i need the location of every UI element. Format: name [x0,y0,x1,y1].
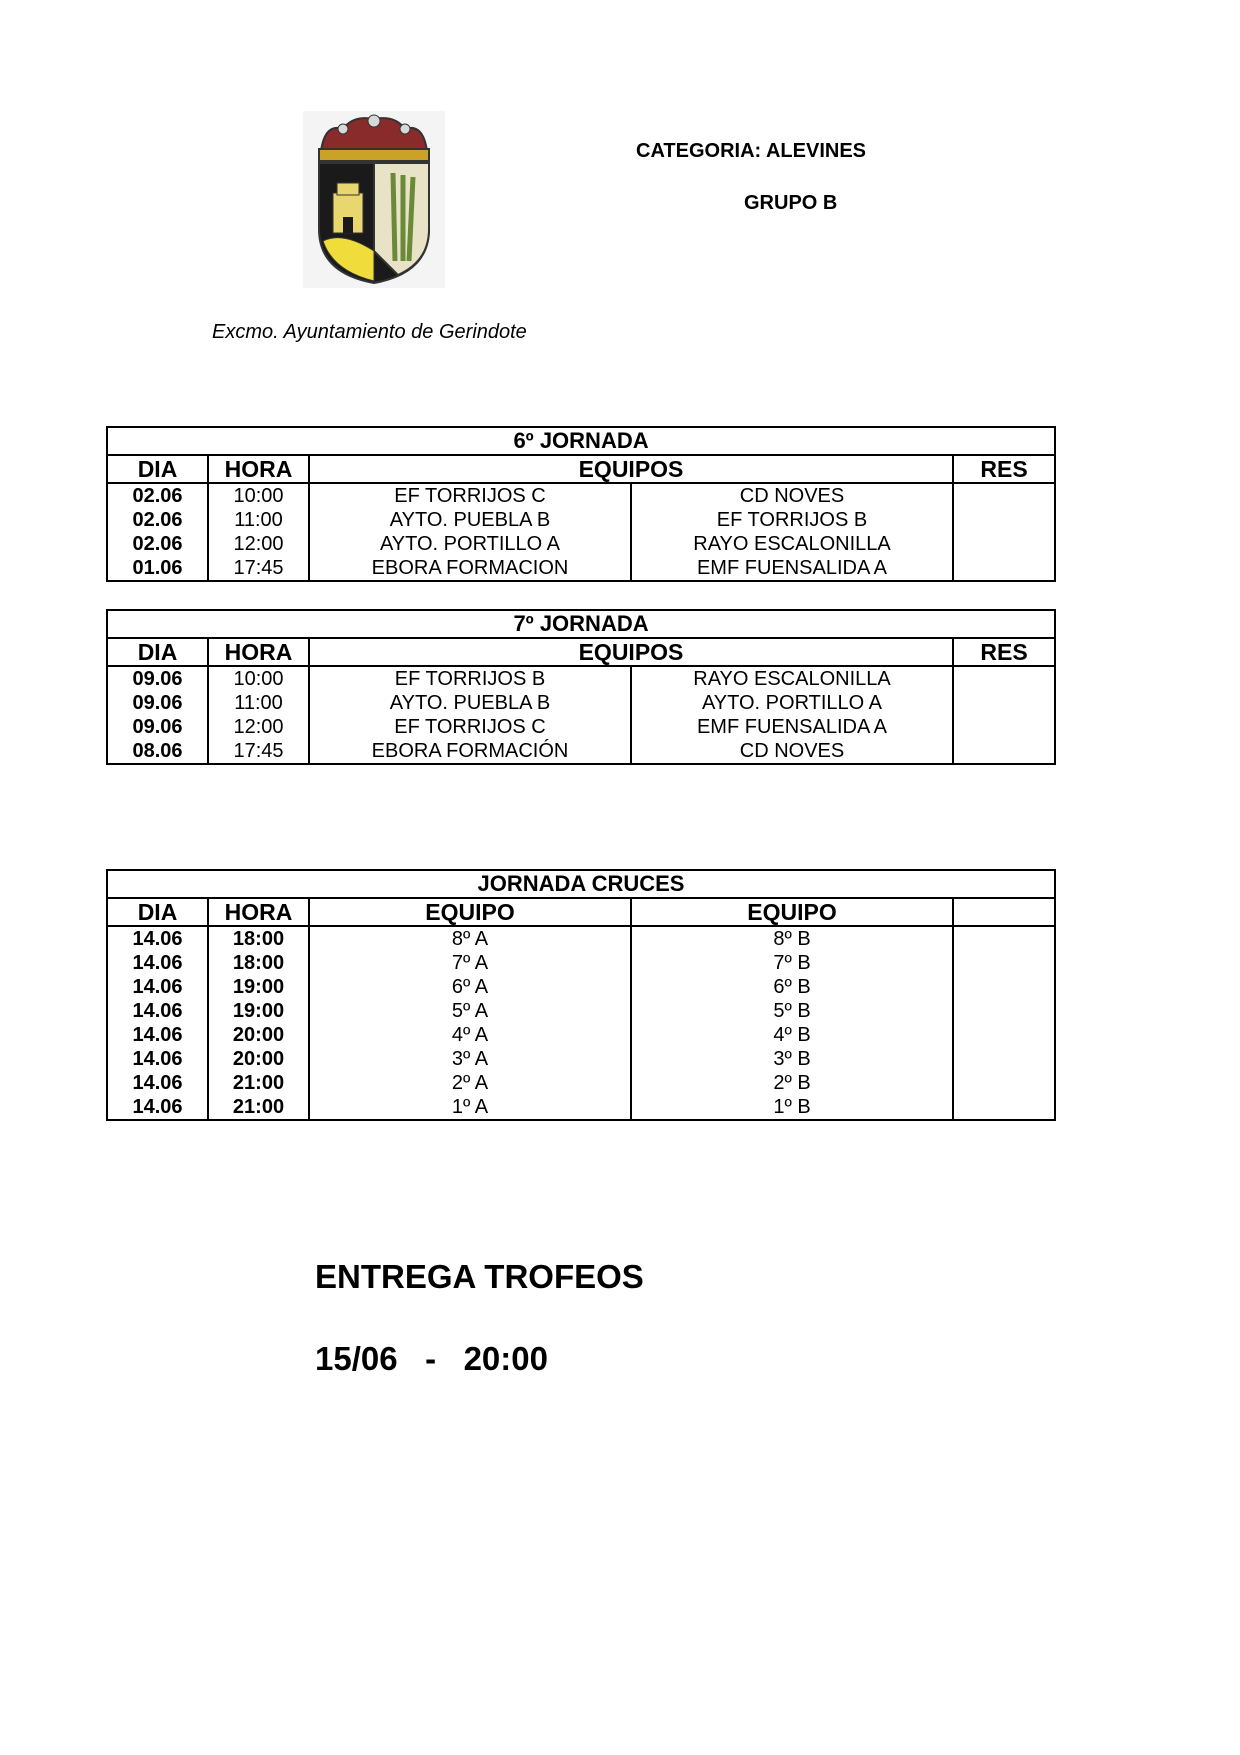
col-hora: HORA [208,898,309,926]
cell-dia: 14.06 [107,1047,208,1071]
jornada-6-table [106,426,1056,582]
cell-res[interactable] [953,999,1055,1023]
cell-visitante: 6º B [631,975,953,999]
cell-visitante: CD NOVES [631,739,953,764]
cell-local: 8º A [309,926,631,951]
cell-res[interactable] [953,975,1055,999]
cell-local: AYTO. PUEBLA B [309,508,631,532]
cell-dia: 14.06 [107,1023,208,1047]
cell-res[interactable] [953,739,1055,764]
col-equipo-1: EQUIPO [309,898,631,926]
jornada-cruces-table [106,869,1056,1121]
cell-hora: 12:00 [208,532,309,556]
cell-res[interactable] [953,556,1055,581]
cell-dia: 14.06 [107,999,208,1023]
table-row [107,926,1055,951]
table-row [107,532,1055,556]
cell-visitante: EF TORRIJOS B [631,508,953,532]
cell-local: EBORA FORMACIÓN [309,739,631,764]
cell-hora: 12:00 [208,715,309,739]
table-row [107,951,1055,975]
jornada-cruces-title: JORNADA CRUCES [107,870,1055,898]
cell-hora: 11:00 [208,691,309,715]
cell-hora: 20:00 [208,1047,309,1071]
cell-res[interactable] [953,691,1055,715]
cell-visitante: AYTO. PORTILLO A [631,691,953,715]
cell-visitante: 8º B [631,926,953,951]
cell-local: EF TORRIJOS C [309,715,631,739]
cell-dia: 14.06 [107,975,208,999]
cell-visitante: EMF FUENSALIDA A [631,556,953,581]
cell-res[interactable] [953,1023,1055,1047]
cell-local: 1º A [309,1095,631,1120]
cell-dia: 14.06 [107,1071,208,1095]
table-row [107,999,1055,1023]
jornada-7-title: 7º JORNADA [107,610,1055,638]
cell-local: 4º A [309,1023,631,1047]
table-row [107,1071,1055,1095]
table-row [107,1047,1055,1071]
cell-res[interactable] [953,926,1055,951]
table-row [107,508,1055,532]
cell-dia: 02.06 [107,532,208,556]
cell-visitante: RAYO ESCALONILLA [631,666,953,691]
cell-hora: 21:00 [208,1095,309,1120]
col-res: RES [953,638,1055,666]
municipality-label: Excmo. Ayuntamiento de Gerindote [212,321,527,343]
col-dia: DIA [107,455,208,483]
cell-dia: 14.06 [107,951,208,975]
jornada-6-title: 6º JORNADA [107,427,1055,455]
cell-dia: 14.06 [107,926,208,951]
cell-local: AYTO. PORTILLO A [309,532,631,556]
trophy-ceremony-title: ENTREGA TROFEOS [315,1258,644,1295]
cell-hora: 19:00 [208,975,309,999]
cell-hora: 18:00 [208,926,309,951]
cell-res[interactable] [953,1095,1055,1120]
cell-visitante: 5º B [631,999,953,1023]
table-row [107,691,1055,715]
cell-visitante: 1º B [631,1095,953,1120]
cell-local: 6º A [309,975,631,999]
col-res [953,898,1055,926]
cell-local: EF TORRIJOS B [309,666,631,691]
cell-dia: 02.06 [107,483,208,508]
cell-dia: 09.06 [107,691,208,715]
table-row [107,975,1055,999]
cell-hora: 17:45 [208,739,309,764]
col-res: RES [953,455,1055,483]
trophy-ceremony-datetime: 15/06 - 20:00 [315,1340,548,1377]
cell-hora: 20:00 [208,1023,309,1047]
cell-res[interactable] [953,483,1055,508]
cell-visitante: 4º B [631,1023,953,1047]
cell-hora: 19:00 [208,999,309,1023]
table-row [107,666,1055,691]
cell-hora: 17:45 [208,556,309,581]
cell-hora: 10:00 [208,666,309,691]
cell-dia: 01.06 [107,556,208,581]
cell-local: 5º A [309,999,631,1023]
cell-local: 7º A [309,951,631,975]
col-equipo-2: EQUIPO [631,898,953,926]
col-hora: HORA [208,455,309,483]
coat-of-arms-icon [303,111,445,288]
cell-hora: 10:00 [208,483,309,508]
cell-dia: 08.06 [107,739,208,764]
cell-dia: 09.06 [107,715,208,739]
cell-visitante: 3º B [631,1047,953,1071]
cell-res[interactable] [953,951,1055,975]
cell-visitante: 2º B [631,1071,953,1095]
cell-dia: 09.06 [107,666,208,691]
category-label: CATEGORIA: ALEVINES [636,140,867,162]
cell-visitante: 7º B [631,951,953,975]
table-row [107,483,1055,508]
cell-res[interactable] [953,715,1055,739]
col-equipos: EQUIPOS [309,638,953,666]
cell-dia: 14.06 [107,1095,208,1120]
cell-local: 3º A [309,1047,631,1071]
table-row [107,1095,1055,1120]
jornada-7-table [106,609,1056,765]
cell-hora: 21:00 [208,1071,309,1095]
col-dia: DIA [107,898,208,926]
cell-res[interactable] [953,1071,1055,1095]
cell-local: EF TORRIJOS C [309,483,631,508]
cell-res[interactable] [953,532,1055,556]
cell-hora: 18:00 [208,951,309,975]
table-row [107,556,1055,581]
cell-res[interactable] [953,508,1055,532]
col-hora: HORA [208,638,309,666]
col-dia: DIA [107,638,208,666]
table-row [107,1023,1055,1047]
table-row [107,739,1055,764]
cell-visitante: CD NOVES [631,483,953,508]
cell-res[interactable] [953,1047,1055,1071]
group-label: GRUPO B [744,192,838,214]
cell-dia: 02.06 [107,508,208,532]
cell-local: 2º A [309,1071,631,1095]
cell-hora: 11:00 [208,508,309,532]
cell-visitante: RAYO ESCALONILLA [631,532,953,556]
cell-visitante: EMF FUENSALIDA A [631,715,953,739]
cell-local: EBORA FORMACION [309,556,631,581]
col-equipos: EQUIPOS [309,455,953,483]
cell-local: AYTO. PUEBLA B [309,691,631,715]
table-row [107,715,1055,739]
cell-res[interactable] [953,666,1055,691]
